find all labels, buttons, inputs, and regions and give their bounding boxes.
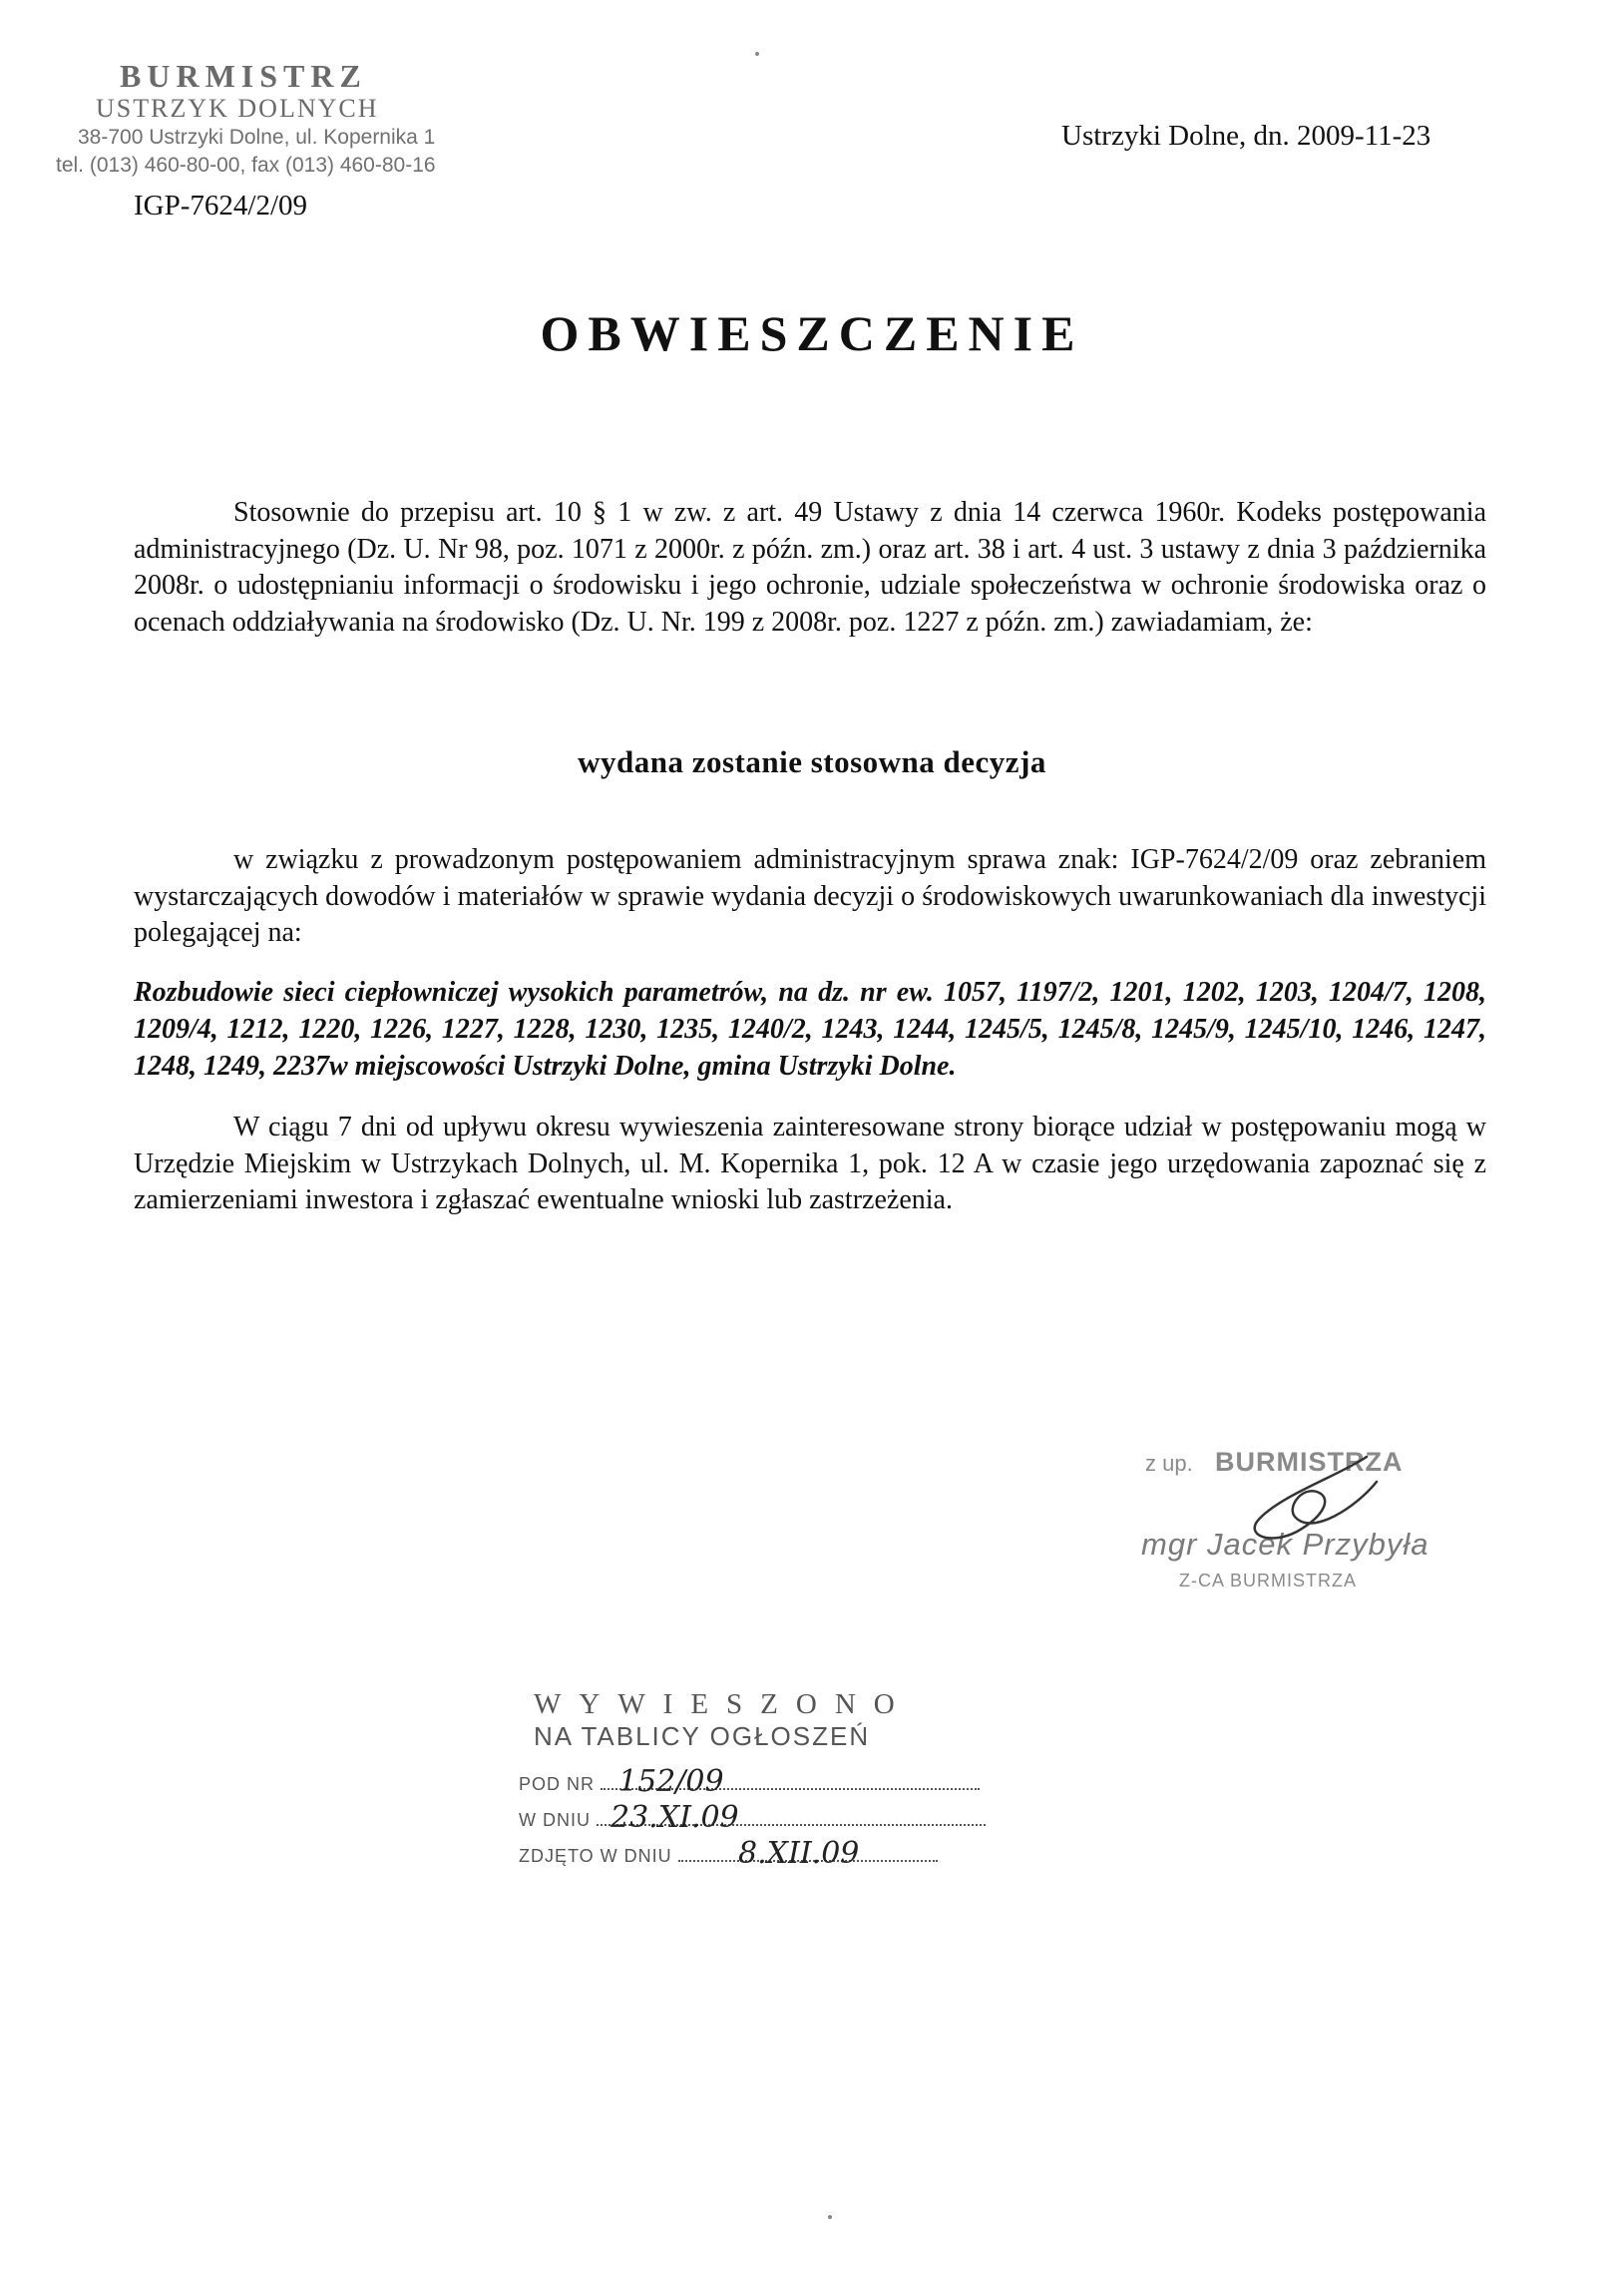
- posting-number-handwritten: 152/09: [618, 1764, 724, 1799]
- posting-date-handwritten: 23.XI.09: [610, 1800, 739, 1835]
- reference-number: IGP-7624/2/09: [134, 190, 307, 222]
- document-title: OBWIESZCZENIE: [540, 305, 1084, 361]
- scan-speck: [755, 52, 759, 56]
- posting-stamp-title: WYWIESZONO: [534, 1688, 913, 1720]
- signatory-role: Z-CA BURMISTRZA: [1179, 1571, 1358, 1591]
- legal-basis-paragraph: Stosownie do przepisu art. 10 § 1 w zw. z art. 49 Ustawy z dnia 14 czerwca 1960r. Kodeks postępowania administracyjnego (Dz. U. Nr 98, poz. 1071 z 2000r. z późn. zm.) oraz art. 38 i art. 4 ust. 3 ustawy z dnia 3 października 2008r. o udostępnianiu informacji o środowisku i jego ochronie, udziale społeczeństwa w ochronie środowiska oraz o ocenach oddziaływania na środowisko (Dz. U. Nr. 199 z 2008r. poz. 1227 z późn. zm.) zawiadamiam, że:: [134, 497, 1486, 638]
- stamp-address: 38-700 Ustrzyki Dolne, ul. Kopernika 1: [78, 126, 436, 149]
- proceedings-paragraph: w związku z prowadzonym postępowaniem administracyjnym sprawa znak: IGP-7624/2/09 oraz zebraniem wystarczających dowodów i materiałów w sprawie wydania decyzji o środowiskowych uwarunkowaniach dla inwestycji polegającej na:: [134, 844, 1486, 948]
- stamp-phone: tel. (013) 460-80-00, fax (013) 460-80-16: [56, 154, 436, 177]
- posting-date-row: [519, 1808, 986, 1831]
- signatory-name: mgr Jacek Przybyła: [1141, 1527, 1429, 1562]
- investment-description: Rozbudowie sieci ciepłowniczej wysokich parametrów, na dz. nr ew. 1057, 1197/2, 1201, 1202, 1203, 1204/7, 1208, 1209/4, 1212, 1220, 1226, 1227, 1228, 1230, 1235, 1240/2, 1243, 1244, 1245/5, 1245/8, 1245/9, 1245/10, 1246, 1247, 1248, 1249, 2237w miejscowości Ustrzyki Dolne, gmina Ustrzyki Dolne.: [134, 977, 1486, 1082]
- decision-heading: wydana zostanie stosowna decyzja: [578, 744, 1046, 779]
- removal-date-row: [519, 1844, 938, 1867]
- handwritten-signature: [1217, 1437, 1387, 1557]
- stamp-title: BURMISTRZ: [120, 58, 367, 94]
- removal-date-label: ZDJĘTO W DNIU: [519, 1846, 672, 1866]
- document-date: Ustrzyki Dolne, dn. 2009-11-23: [1061, 120, 1431, 152]
- posting-number-label: POD NR: [519, 1774, 596, 1794]
- removal-date-handwritten: 8.XII.09: [738, 1836, 860, 1871]
- stamp-office: USTRZYK DOLNYCH: [96, 94, 379, 123]
- posting-number-row: [519, 1772, 980, 1795]
- posting-date-label: W DNIU: [519, 1810, 591, 1830]
- signature-prefix: z up.: [1145, 1451, 1193, 1476]
- signature-authority: BURMISTRZA: [1215, 1447, 1404, 1477]
- posting-stamp-subtitle: NA TABLICY OGŁOSZEŃ: [534, 1721, 871, 1751]
- consultation-paragraph: W ciągu 7 dni od upływu okresu wywieszenia zainteresowane strony biorące udział w postępowaniu mogą w Urzędzie Miejskim w Ustrzykach Dolnych, ul. M. Kopernika 1, pok. 12 A w czasie jego urzędowania zapoznać się z zamierzeniami inwestora i zgłaszać ewentualne wnioski lub zastrzeżenia.: [134, 1112, 1486, 1215]
- scan-speck: [828, 2215, 832, 2219]
